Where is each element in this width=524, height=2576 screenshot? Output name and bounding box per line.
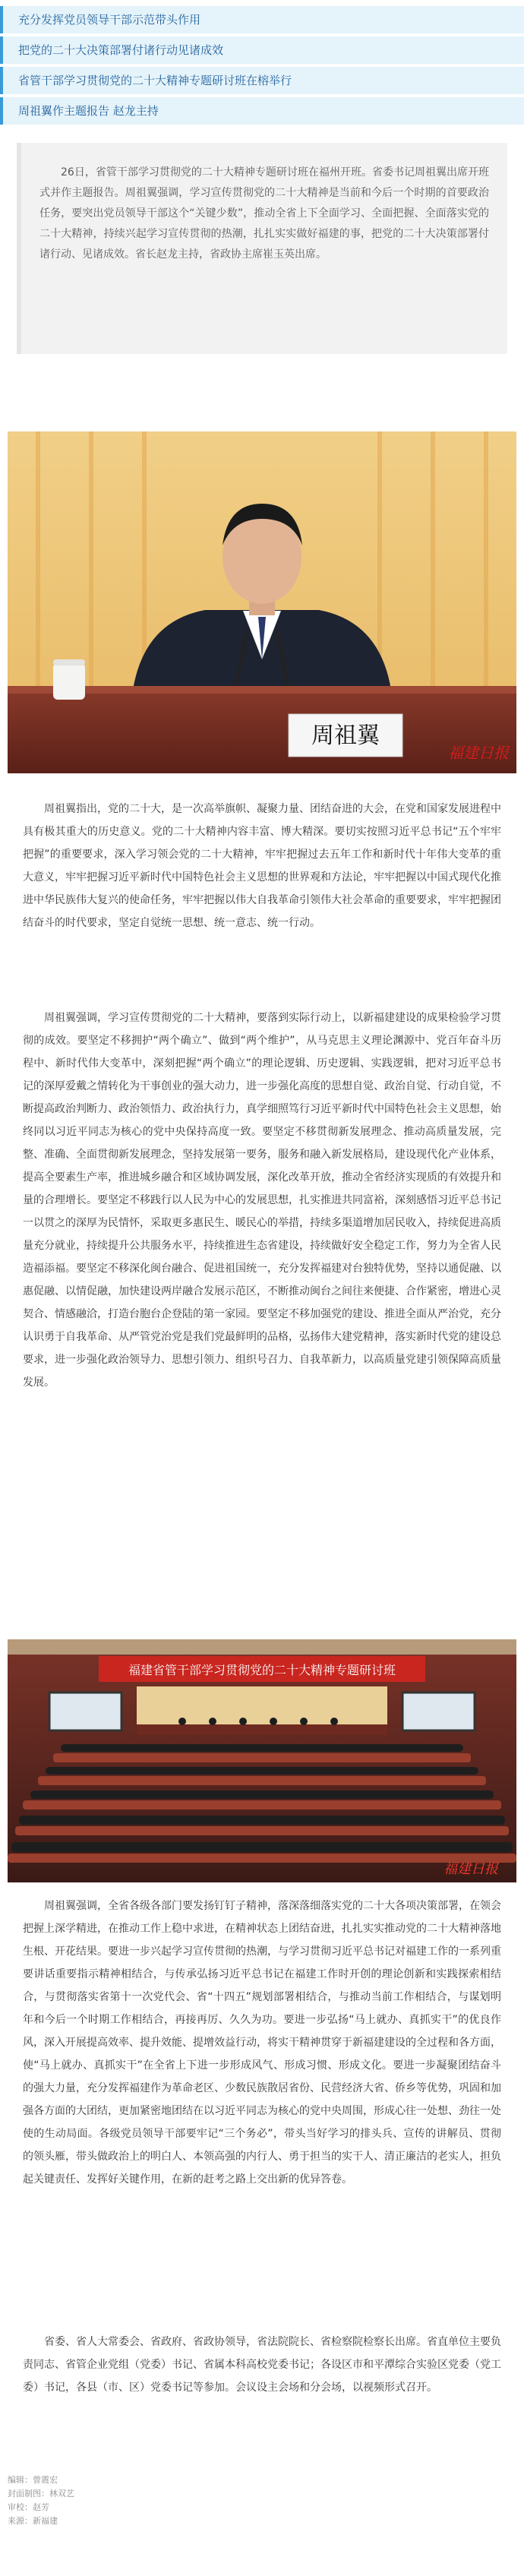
body-paragraph-3: 周祖翼强调，全省各级各部门要发扬钉钉子精神，落深落细落实党的二十大各项决策部署，在领会把握上深学精进，在推动工作上稳中求进，在精神状态上团结奋进，扎扎实实推动党的二十大精神落地生根、开花结果。要进一步兴起学习宣传贯彻的热潮，与学习贯彻习近平总书记对福建工作的一系列重要讲话重要指示精神相结合，与传承弘扬习近平总书记在福建工作时开创的理论创新和实践探索相结合，与贯彻落实省第十一次党代会、省“十四五”规划部署相结合，与推动当前工作相结合，与谋划明年和今后一个时期工作相结合，再接再厉、久久为功。要进一步弘扬“马上就办、真抓实干”的优良作风，深入开展提高效率、提升效能、提增效益行动，将实干精神贯穿于新福建建设的全过程和各方面，使“马上就办、真抓实干”在全省上下进一步形成风气、形成习惯、形成文化。要进一步凝聚团结奋斗的强大力量，充分发挥福建作为革命老区、少数民族散居省份、民营经济大省、侨乡等优势，巩固和加强各方面的大团结，更加紧密地团结在以习近平同志为核心的党中央周围，形成心往一处想、劲往一处使的生动局面。各级党员领导干部要牢记“三个务必”，带头当好学习的排头兵、宣传的讲解员、贯彻的领头雁，带头做政治上的明白人、本领高强的内行人、勇于担当的实干人、清正廉洁的老实人，担负起关键责任、发挥好关键作用，在新的赶考之路上交出新的优异答卷。: [23, 1900, 501, 2186]
credit-reviewer: 审校：赵芳: [8, 2502, 49, 2512]
related-link-3[interactable]: 省管干部学习贯彻党的二十大精神专题研讨班在榕举行: [0, 67, 524, 94]
photo-watermark: 福建日报: [444, 1861, 498, 1877]
credit-editor: 编辑：曾震宏: [8, 2475, 58, 2485]
speaker-photo-image: [8, 431, 516, 773]
body-paragraph-2: 周祖翼强调，学习宣传贯彻党的二十大精神，要落到实际行动上，以新福建建设的成果检验学习贯彻的成效。要坚定不移拥护“两个确立”、做到“两个维护”，从马克思主义理论渊源中、党百年奋斗历程中、新时代伟大变革中，深刻把握“两个确立”的理论逻辑、历史逻辑、实践逻辑，把对习近平总书记的深厚爱戴之情转化为干事创业的强大动力，进一步强化高度的思想自觉、政治自觉、行动自觉，不断提高政治判断力、政治领悟力、政治执行力，真学细照笃行习近平新时代中国特色社会主义思想，始终同以习近平同志为核心的党中央保持高度一致。要坚定不移贯彻新发展理念、推动高质量发展，完整、准确、全面贯彻新发展理念，坚持发展第一要务，服务和融入新发展格局，建设现代化产业体系，提高全要素生产率，推进城乡融合和区域协调发展，深化改革开放，推动全省经济实现质的有效提升和量的合理增长。要坚定不移践行以人民为中心的发展思想，扎实推进共同富裕，深刻感悟习近平总书记一以贯之的深厚为民情怀，采取更多惠民生、暖民心的举措，持续多渠道增加居民收入，持续促进高质量充分就业，持续提升公共服务水平，持续推进生态省建设，持续做好安全稳定工作，努力为全省人民造福添福。要坚定不移深化闽台融合、促进祖国统一，充分发挥福建对台独特优势，坚持以通促融、以惠促融、以情促融，加快建设两岸融合发展示范区，不断推动闽台之间往来便捷、合作紧密，增进心灵契合、情感融洽，打造台胞台企登陆的第一家园。要坚定不移加强党的建设、推进全面从严治党，充分认识勇于自我革命、从严管党治党是我们党最鲜明的品格，弘扬伟大建党精神，落实新时代党的建设总要求，进一步强化政治领导力、思想引领力、组织号召力、自我革新力，以高质量党建引领保障高质量发展。: [23, 1012, 501, 1389]
conference-hall-photo: [8, 1639, 516, 1882]
related-link-4[interactable]: 周祖翼作主题报告 赵龙主持: [0, 97, 524, 125]
speaker-photo: [8, 431, 516, 773]
speaker-nameplate: 周祖翼: [311, 722, 380, 749]
related-link-2[interactable]: 把党的二十大决策部署付诸行动见诸成效: [0, 36, 524, 64]
lead-summary-box: [17, 143, 507, 354]
body-paragraph-1: 周祖翼指出，党的二十大，是一次高举旗帜、凝聚力量、团结奋进的大会，在党和国家发展进程中具有极其重大的历史意义。党的二十大精神内容丰富、博大精深。要切实按照习近平总书记“五个牢牢把握”的重要要求，深入学习领会党的二十大精神，牢牢把握过去五年工作和新时代十年伟大变革的重大意义，牢牢把握习近平新时代中国特色社会主义思想的世界观和方法论，牢牢把握以中国式现代化推进中华民族伟大复兴的使命任务，牢牢把握以伟大自我革命引领伟大社会革命的重要要求，牢牢把握团结奋斗的时代要求，坚定自觉统一思想、统一意志、统一行动。: [23, 803, 501, 929]
related-link-1[interactable]: 充分发挥党员领导干部示范带头作用: [0, 6, 524, 33]
related-links: [0, 0, 524, 125]
hall-banner-text: 福建省管干部学习贯彻党的二十大精神专题研讨班: [128, 1663, 396, 1677]
body-paragraph-4: 省委、省人大常委会、省政府、省政协领导，省法院院长、省检察院检察长出席。省直单位主要负责同志、省管企业党组（党委）书记、省属本科高校党委书记；各设区市和平潭综合实验区党委（党工委）书记，各县（市、区）党委书记等参加。会议设主会场和分会场，以视频形式召开。: [23, 2336, 501, 2394]
article-page: [0, 0, 524, 354]
credit-cover-design: 封面制图：林双艺: [8, 2489, 74, 2499]
conference-hall-photo-image: [8, 1639, 516, 1882]
credit-source: 来源：新福建: [8, 2516, 58, 2526]
photo-watermark: 福建日报: [448, 744, 509, 762]
lead-summary-text: 26日，省管干部学习贯彻党的二十大精神专题研讨班在福州开班。省委书记周祖翼出席开班式并作主题报告。周祖翼强调，学习宣传贯彻党的二十大精神是当前和今后一个时期的首要政治任务，要突出党员领导干部这个“关键少数”，推动全省上下全面学习、全面把握、全面落实党的二十大精神，持续兴起学习宣传贯彻的热潮，扎扎实实做好福建的事，把党的二十大决策部署付诸行动、见诸成效。省长赵龙主持，省政协主席崔玉英出席。: [39, 166, 489, 261]
article-credits: [8, 2473, 74, 2528]
